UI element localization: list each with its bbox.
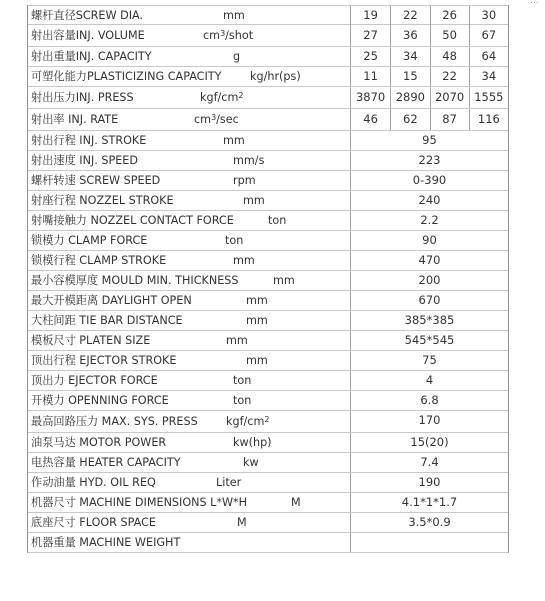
spec-value-cell: 200: [418, 273, 441, 287]
spec-values: [351, 6, 508, 25]
spec-table: [27, 5, 509, 553]
spec-row: [28, 331, 508, 351]
spec-value-cell: 170: [418, 413, 441, 427]
spec-row: [28, 411, 508, 433]
spec-row: [28, 5, 508, 25]
spec-name: 油泵马达 MOTOR POWER: [31, 436, 167, 449]
spec-unit-text: kw(hp): [233, 436, 272, 449]
spec-unit: [223, 6, 245, 25]
spec-unit-text: kgf/cm: [200, 91, 239, 104]
spec-label-cell: [28, 151, 351, 170]
spec-value-cell: 223: [418, 153, 441, 167]
spec-unit-text: mm: [233, 254, 255, 267]
spec-label-cell: [28, 231, 351, 250]
spec-name: 射嘴接触力 NOZZEL CONTACT FORCE: [31, 214, 234, 227]
spec-name: 螺杆转速 SCREW SPEED: [31, 174, 161, 187]
spec-name: 底座尺寸 FLOOR SPACE: [31, 516, 156, 529]
spec-value-cell: 50: [430, 25, 469, 46]
spec-value-cell: 1555: [469, 87, 508, 108]
spec-unit: [223, 131, 245, 150]
spec-value-cell: 27: [363, 28, 378, 42]
spec-unit-suffix: /sec: [216, 113, 239, 126]
corner-text: ...: [530, 0, 539, 6]
spec-value-cell: 25: [363, 49, 378, 63]
spec-label-cell: [28, 109, 351, 130]
spec-row: [28, 231, 508, 251]
spec-name: 机器重量 MACHINE WEIGHT: [31, 536, 181, 549]
spec-value-cell: 90: [422, 233, 437, 247]
spec-name: 顶出行程 EJECTOR STROKE: [31, 354, 177, 367]
spec-unit-text: ton: [233, 374, 252, 387]
spec-name: 射出行程 INJ. STROKE: [31, 134, 147, 147]
spec-value-cell: 670: [418, 293, 441, 307]
spec-unit-text: cm: [203, 29, 221, 42]
spec-unit: [233, 151, 264, 170]
spec-label-cell: [28, 47, 351, 66]
spec-label-cell: [28, 25, 351, 46]
spec-value-cell: 11: [363, 69, 378, 83]
spec-row: [28, 151, 508, 171]
spec-unit-text: mm: [246, 294, 268, 307]
spec-label-cell: [28, 171, 351, 190]
spec-label-cell: [28, 251, 351, 270]
spec-unit-superscript: 2: [238, 91, 244, 100]
spec-row: [28, 473, 508, 493]
spec-row: [28, 453, 508, 473]
spec-row: [28, 211, 508, 231]
spec-unit: [250, 67, 301, 86]
spec-name: 锁模力 CLAMP FORCE: [31, 234, 148, 247]
spec-label-cell: [28, 533, 351, 552]
spec-unit-superscript: 2: [264, 415, 270, 424]
spec-unit: [246, 351, 268, 370]
spec-name: 射出率 INJ. RATE: [31, 113, 119, 126]
spec-unit-text: kw: [243, 456, 259, 469]
spec-label-cell: [28, 391, 351, 410]
spec-unit: [233, 391, 251, 410]
spec-value-cell: 26: [430, 6, 469, 25]
spec-unit: [246, 311, 268, 330]
spec-unit-text: ton: [233, 394, 252, 407]
spec-unit-text: M: [237, 516, 247, 529]
spec-unit-text: g: [233, 50, 241, 63]
spec-label-cell: [28, 67, 351, 86]
spec-row: [28, 391, 508, 411]
spec-unit-text: mm: [226, 334, 248, 347]
spec-unit-text: Liter: [216, 476, 242, 489]
spec-unit-text: mm: [223, 134, 245, 147]
spec-value-cell: 385*385: [404, 313, 455, 327]
spec-unit: [233, 371, 251, 390]
spec-row: [28, 351, 508, 371]
spec-unit: [233, 47, 240, 66]
spec-row: [28, 131, 508, 151]
spec-label-cell: [28, 371, 351, 390]
spec-unit-text: kg/hr(ps): [250, 70, 301, 83]
spec-unit-text: mm: [223, 9, 245, 22]
spec-value-cell: 19: [363, 8, 378, 22]
spec-row: [28, 191, 508, 211]
spec-unit-text: mm: [243, 194, 265, 207]
spec-value-cell: 6.8: [420, 393, 439, 407]
spec-unit: [233, 171, 256, 190]
spec-name: 可塑化能力PLASTICIZING CAPACITY: [31, 70, 222, 83]
spec-unit-text: ton: [268, 214, 287, 227]
spec-value-cell: 22: [390, 6, 429, 25]
spec-unit: [268, 211, 286, 230]
spec-row: [28, 25, 508, 47]
spec-row: [28, 493, 508, 513]
spec-unit-text: mm: [246, 314, 268, 327]
spec-value-cell: 67: [469, 25, 508, 46]
spec-value-cell: 2.2: [420, 213, 439, 227]
spec-row: [28, 311, 508, 331]
spec-value-cell: 75: [422, 353, 437, 367]
spec-unit-text: ton: [225, 234, 244, 247]
spec-values: [351, 47, 508, 66]
spec-unit: [200, 87, 243, 108]
spec-name: 螺杆直径SCREW DIA.: [31, 9, 144, 22]
spec-label-cell: [28, 493, 351, 512]
spec-name: 机器尺寸 MACHINE DIMENSIONS L*W*H: [31, 496, 248, 509]
spec-label-cell: [28, 291, 351, 310]
spec-unit: [203, 25, 253, 46]
spec-name: 最小容模厚度 MOULD MIN. THICKNESS: [31, 274, 239, 287]
spec-value-cell: 15: [390, 67, 429, 86]
spec-unit-text: mm: [246, 354, 268, 367]
spec-value-cell: 4.1*1*1.7: [401, 495, 458, 509]
spec-label-cell: [28, 191, 351, 210]
spec-value-cell: 2070: [430, 87, 469, 108]
spec-unit-text: rpm: [233, 174, 256, 187]
spec-value-cell: 34: [469, 67, 508, 86]
spec-value-cell: 48: [430, 47, 469, 66]
spec-row: [28, 291, 508, 311]
spec-row: [28, 513, 508, 533]
spec-unit: [243, 191, 265, 210]
spec-value-cell: 64: [469, 47, 508, 66]
spec-value-cell: 46: [363, 112, 378, 126]
spec-values: [351, 25, 508, 46]
spec-values: [351, 109, 508, 130]
spec-value-cell: 34: [390, 47, 429, 66]
spec-values: [351, 67, 508, 86]
spec-name: 射出速度 INJ. SPEED: [31, 154, 138, 167]
spec-row: [28, 533, 508, 553]
spec-values: [351, 87, 508, 108]
spec-label-cell: [28, 351, 351, 370]
spec-unit: [225, 231, 243, 250]
spec-unit: [243, 453, 259, 472]
spec-row: [28, 251, 508, 271]
spec-label-cell: [28, 311, 351, 330]
spec-unit: [216, 473, 241, 492]
spec-unit-text: mm: [273, 274, 295, 287]
spec-name: 顶出力 EJECTOR FORCE: [31, 374, 158, 387]
spec-unit: [233, 251, 255, 270]
spec-value-cell: 30: [469, 6, 508, 25]
spec-unit: [226, 331, 248, 350]
spec-value-cell: 545*545: [404, 333, 455, 347]
spec-name: 射出压力INJ. PRESS: [31, 91, 134, 104]
spec-value-cell: 7.4: [420, 455, 439, 469]
spec-row: [28, 271, 508, 291]
spec-unit-text: cm: [194, 113, 212, 126]
spec-unit: [237, 513, 247, 532]
spec-row: [28, 109, 508, 131]
spec-row: [28, 433, 508, 453]
spec-value-cell: 87: [430, 109, 469, 130]
spec-name: 模板尺寸 PLATEN SIZE: [31, 334, 151, 347]
spec-row: [28, 47, 508, 67]
spec-value-cell: 2890: [390, 87, 429, 108]
spec-value-cell: 22: [430, 67, 469, 86]
spec-unit: [291, 493, 301, 512]
spec-value-cell: 4: [425, 373, 434, 387]
spec-label-cell: [28, 6, 351, 25]
spec-name: 大柱间距 TIE BAR DISTANCE: [31, 314, 183, 327]
spec-name: 开模力 OPENNING FORCE: [31, 394, 169, 407]
spec-label-cell: [28, 473, 351, 492]
spec-label-cell: [28, 453, 351, 472]
spec-unit: [226, 411, 269, 432]
spec-row: [28, 67, 508, 87]
spec-value-cell: 36: [390, 25, 429, 46]
spec-value-cell: 3.5*0.9: [408, 515, 451, 529]
spec-value-cell: 116: [469, 109, 508, 130]
spec-name: 射出容量INJ. VOLUME: [31, 29, 145, 42]
spec-unit-superscript: 3: [220, 29, 226, 38]
spec-name: 射出重量INJ. CAPACITY: [31, 50, 152, 63]
spec-row: [28, 171, 508, 191]
spec-name: 锁模行程 CLAMP STROKE: [31, 254, 167, 267]
spec-unit-text: M: [291, 496, 301, 509]
spec-unit-suffix: /shot: [225, 29, 254, 42]
spec-label-cell: [28, 513, 351, 532]
spec-value-cell: 3870: [355, 90, 386, 104]
spec-label-cell: [28, 411, 351, 432]
spec-value-cell: 190: [418, 475, 441, 489]
spec-name: 作动油量 HYD. OIL REQ: [31, 476, 156, 489]
spec-label-cell: [28, 433, 351, 452]
spec-label-cell: [28, 131, 351, 150]
spec-value-cell: 470: [418, 253, 441, 267]
spec-unit-superscript: 3: [211, 113, 217, 122]
spec-unit-text: kgf/cm: [226, 415, 265, 428]
spec-value-cell: 0-390: [412, 173, 447, 187]
spec-label-cell: [28, 331, 351, 350]
spec-label-cell: [28, 87, 351, 108]
spec-row: [28, 87, 508, 109]
spec-unit: [273, 271, 295, 290]
spec-value-cell: 62: [390, 109, 429, 130]
spec-value-cell: [351, 533, 508, 552]
spec-unit-text: mm/s: [233, 154, 265, 167]
spec-unit: [194, 109, 239, 130]
spec-name: 射座行程 NOZZEL STROKE: [31, 194, 174, 207]
spec-value-cell: 15(20): [410, 435, 449, 449]
spec-label-cell: [28, 211, 351, 230]
spec-row: [28, 371, 508, 391]
spec-value-cell: 240: [418, 193, 441, 207]
spec-name: 最大开模距离 DAYLIGHT OPEN: [31, 294, 192, 307]
spec-label-cell: [28, 271, 351, 290]
spec-name: 最高回路压力 MAX. SYS. PRESS: [31, 415, 198, 428]
spec-unit: [246, 291, 268, 310]
spec-unit: [233, 433, 272, 452]
spec-value-cell: 95: [422, 133, 437, 147]
spec-name: 电热容量 HEATER CAPACITY: [31, 456, 181, 469]
